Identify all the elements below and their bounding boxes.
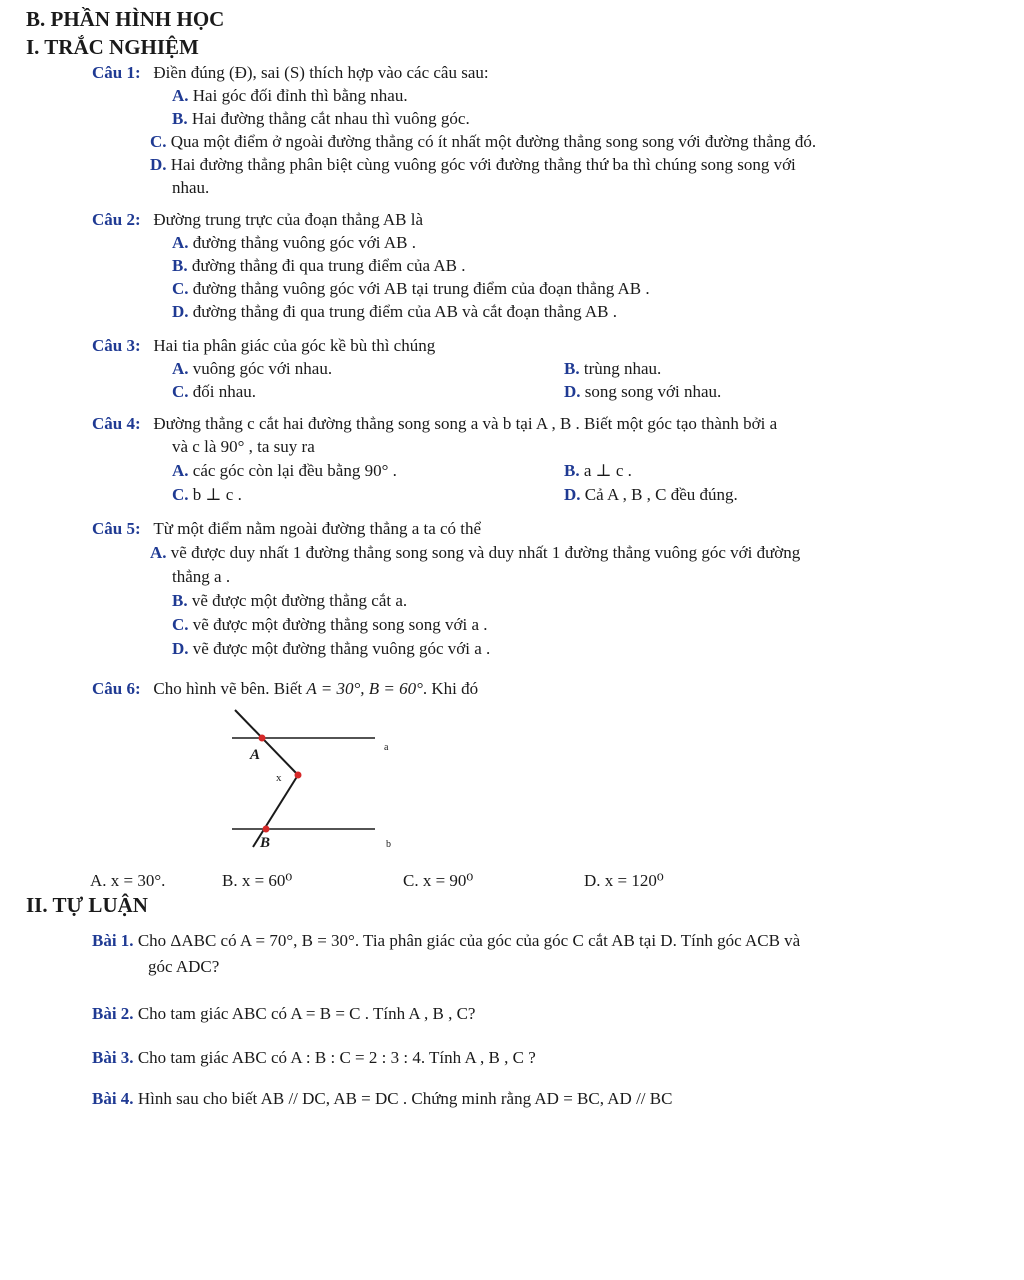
label-x: x bbox=[276, 772, 282, 784]
q2-option-d: D. đường thẳng đi qua trung điểm của AB và cắt đoạn thẳng AB . bbox=[172, 302, 618, 321]
label-A: A bbox=[250, 747, 261, 763]
section-title: B. PHẦN HÌNH HỌC bbox=[26, 7, 225, 31]
q3-option-a: A. vuông góc với nhau. bbox=[172, 359, 333, 378]
q4-option-b: B. a ⊥ c . bbox=[564, 461, 632, 480]
q5-option-a-cont: thẳng a . bbox=[172, 567, 231, 586]
bai-4: Bài 4. Hình sau cho biết AB // DC, AB = DC . Chứng minh rằng AD = BC, AD // BC bbox=[92, 1089, 673, 1108]
q6-option-a: A. x = 30°. bbox=[90, 871, 166, 890]
point-a bbox=[259, 735, 266, 742]
part-1-title: I. TRẮC NGHIỆM bbox=[26, 35, 199, 59]
bai-2: Bài 2. Cho tam giác ABC có A = B = C . Tính A , B , C? bbox=[92, 1004, 476, 1023]
question-4: Câu 4: Đường thẳng c cắt hai đường thẳng song song a và b tại A , B . Biết một góc tạo thành bởi a bbox=[92, 414, 778, 433]
q4-option-a: A. các góc còn lại đều bằng 90° . bbox=[172, 461, 397, 480]
label-b: b bbox=[386, 839, 391, 850]
q6-option-c: C. x = 90⁰ bbox=[403, 871, 474, 890]
q5-option-b: B. vẽ được một đường thẳng cắt a. bbox=[172, 591, 408, 610]
q5-option-d: D. vẽ được một đường thẳng vuông góc với a . bbox=[172, 639, 491, 658]
bai-3: Bài 3. Cho tam giác ABC có A : B : C = 2 : 3 : 4. Tính A , B , C ? bbox=[92, 1048, 536, 1067]
q3-option-b: B. trùng nhau. bbox=[564, 359, 662, 378]
q6-given: A = 30°, B = 60° bbox=[306, 679, 423, 698]
q1-option-b: B. Hai đường thẳng cắt nhau thì vuông góc. bbox=[172, 109, 470, 128]
q4-stem-cont: và c là 90° , ta suy ra bbox=[172, 437, 315, 456]
q6-option-b: B. x = 60⁰ bbox=[222, 871, 293, 890]
q5-option-c: C. vẽ được một đường thẳng song song với a . bbox=[172, 615, 488, 634]
question-label: Câu 1: bbox=[92, 63, 141, 82]
q5-option-a: A. vẽ được duy nhất 1 đường thẳng song song và duy nhất 1 đường thẳng vuông góc với đường bbox=[150, 543, 801, 562]
q3-option-d: D. song song với nhau. bbox=[564, 382, 722, 401]
q1-option-d: D. Hai đường thẳng phân biệt cùng vuông góc với đường thẳng thứ ba thì chúng song song với bbox=[150, 155, 796, 174]
transversal-a bbox=[235, 710, 298, 775]
question-1 bbox=[92, 62, 489, 84]
q6-option-d: D. x = 120⁰ bbox=[584, 871, 664, 890]
q4-option-d: D. Cả A , B , C đều đúng. bbox=[564, 485, 738, 504]
bai-1-cont: góc ADC? bbox=[148, 957, 220, 976]
question-3: Câu 3: Hai tia phân giác của góc kề bù thì chúng bbox=[92, 336, 436, 355]
q4-option-c: C. b ⊥ c . bbox=[172, 485, 242, 504]
question-6: Câu 6: Cho hình vẽ bên. Biết A = 30°, B = 60°. Khi đó bbox=[92, 679, 479, 698]
label-B: B bbox=[260, 835, 271, 851]
q1-option-a: A. Hai góc đối đỉnh thì bằng nhau. bbox=[172, 86, 408, 105]
label-a: a bbox=[384, 742, 389, 753]
question-2: Câu 2: Đường trung trực của đoạn thẳng AB là bbox=[92, 210, 424, 229]
q2-option-b: B. đường thẳng đi qua trung điểm của AB . bbox=[172, 256, 466, 275]
point-x bbox=[295, 772, 302, 779]
question-5: Câu 5: Từ một điểm nằm ngoài đường thẳng a ta có thể bbox=[92, 519, 482, 538]
q1-option-c: C. Qua một điểm ở ngoài đường thẳng có ít nhất một đường thẳng song song với đường thẳng đó. bbox=[150, 132, 817, 151]
q2-option-a: A. đường thẳng vuông góc với AB . bbox=[172, 233, 416, 252]
q2-option-c: C. đường thẳng vuông góc với AB tại trung điểm của đoạn thẳng AB . bbox=[172, 279, 650, 298]
q3-option-c: C. đối nhau. bbox=[172, 382, 257, 401]
q6-figure bbox=[220, 705, 420, 855]
bai-1: Bài 1. Cho ΔABC có A = 70°, B = 30°. Tia phân giác của góc của góc C cắt AB tại D. Tính góc ACB và bbox=[92, 931, 801, 950]
question-stem: Điền đúng (Đ), sai (S) thích hợp vào các câu sau: bbox=[153, 63, 489, 82]
q1-option-d-cont: nhau. bbox=[172, 178, 210, 197]
part-2-title: II. TỰ LUẬN bbox=[26, 893, 148, 917]
point-b bbox=[263, 826, 270, 833]
